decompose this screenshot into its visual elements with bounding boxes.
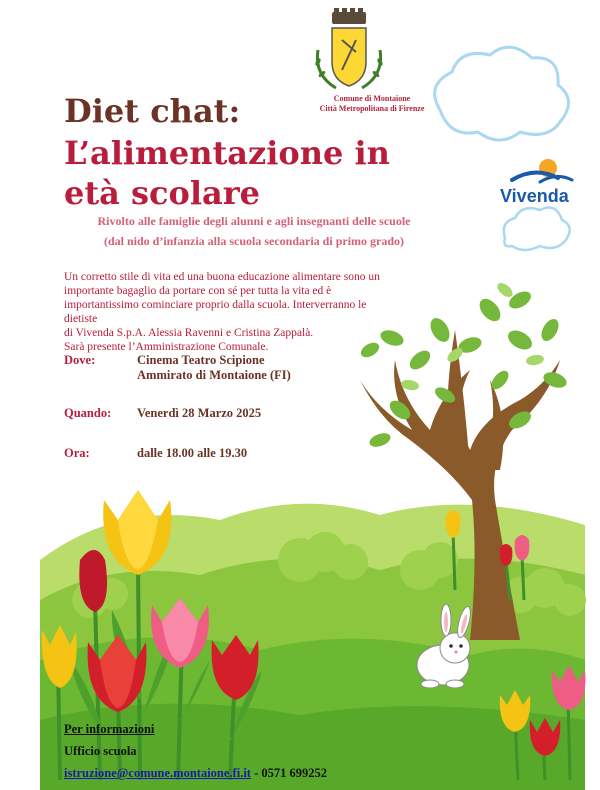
title-line-2: L’alimentazione in bbox=[64, 134, 390, 172]
intro-line: importante bagaglio da portare con sé per tutta la vita ed è bbox=[64, 285, 332, 297]
title-line-1: Diet chat: bbox=[64, 92, 241, 130]
audience-line-2: (dal nido d’infanzia alla scuola secondaria di primo grado) bbox=[103, 234, 405, 248]
info-heading: Per informazioni bbox=[64, 722, 155, 736]
audience-line-1: Rivolto alle famiglie degli alunni e agli insegnanti delle scuole bbox=[97, 214, 411, 228]
where-line-2: Ammirato di Montaione (FI) bbox=[137, 368, 291, 382]
where-line-1: Cinema Teatro Scipione bbox=[137, 353, 265, 367]
crest-icon bbox=[314, 8, 383, 88]
intro-line: Un corretto stile di vita ed una buona educazione alimentare sono un bbox=[64, 271, 380, 283]
intro-line: Sarà presente l’Amministrazione Comunale. bbox=[64, 341, 269, 353]
where-value bbox=[137, 353, 291, 383]
when-label: Quando: bbox=[64, 406, 112, 420]
where-label: Dove: bbox=[64, 353, 96, 367]
sun-logo-icon bbox=[512, 159, 572, 182]
intro-paragraph bbox=[64, 270, 394, 354]
when-value: Venerdì 28 Marzo 2025 bbox=[137, 406, 262, 420]
phone-number: 0571 699252 bbox=[261, 766, 328, 780]
time-label: Ora: bbox=[64, 446, 90, 460]
contact-line bbox=[64, 766, 327, 781]
intro-line: importantissimo cominciare proprio dalla scuola. Interverranno le dietiste bbox=[64, 299, 367, 325]
cloud-icon bbox=[504, 208, 570, 250]
office-name: Ufficio scuola bbox=[64, 744, 137, 758]
municipality-subtitle: Città Metropolitana di Firenze bbox=[319, 104, 425, 113]
title-line-3: età scolare bbox=[64, 174, 260, 212]
vivenda-logo-text: Vivenda bbox=[500, 186, 569, 206]
time-value: dalle 18.00 alle 19.30 bbox=[137, 446, 248, 460]
municipality-name: Comune di Montaione bbox=[333, 94, 411, 103]
email-link[interactable]: istruzione@comune.montaione.fi.it bbox=[64, 766, 251, 780]
contact-separator: - bbox=[250, 766, 262, 780]
intro-line: di Vivenda S.p.A. Alessia Ravenni e Cristina Zappalà. bbox=[64, 327, 314, 339]
